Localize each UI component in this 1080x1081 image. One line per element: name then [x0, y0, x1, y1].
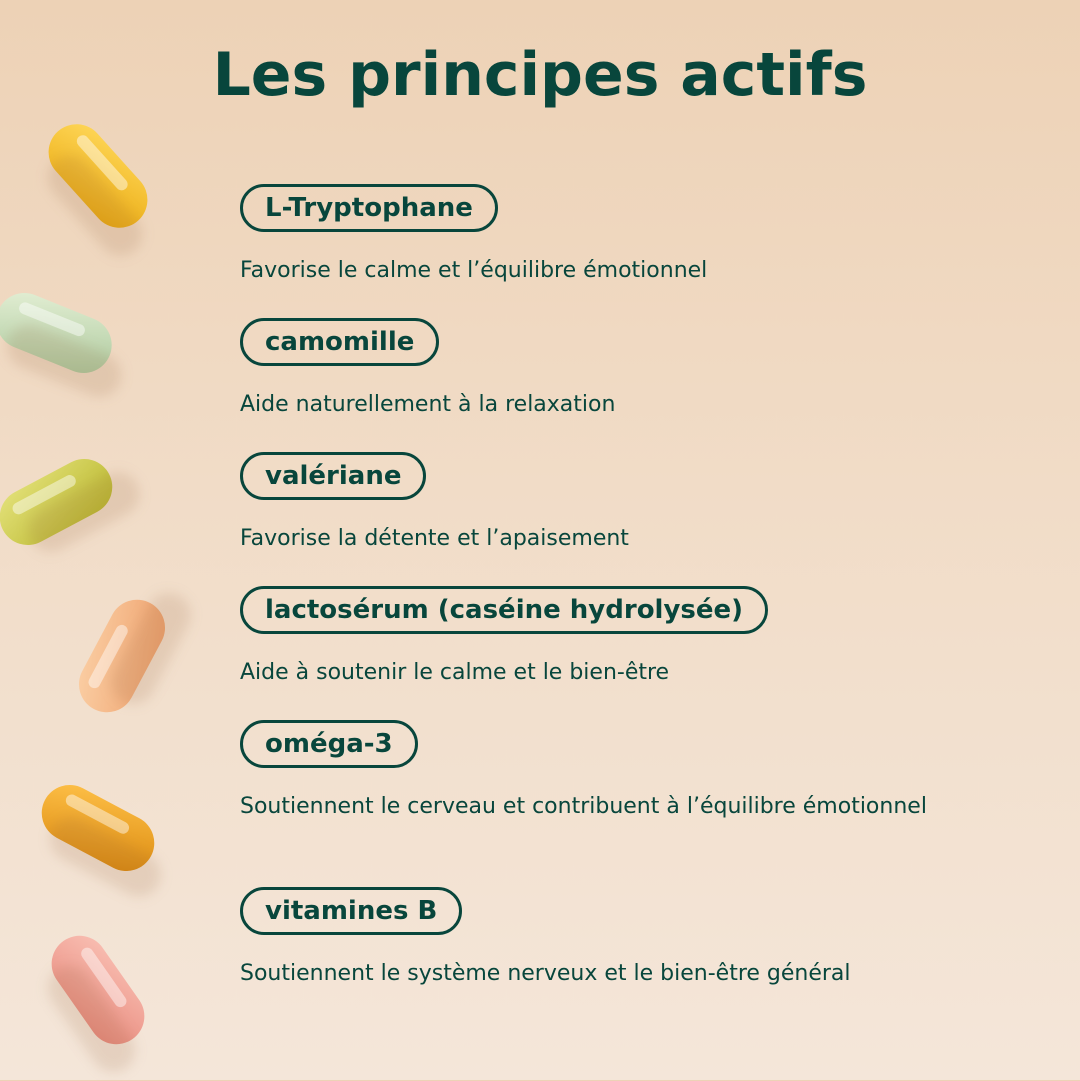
ingredient-name-badge: L-Tryptophane [240, 184, 498, 232]
pink-capsule-image [41, 925, 156, 1055]
page-title: Les principes actifs [212, 40, 868, 110]
green-capsule-image [0, 285, 120, 382]
lime-capsule-image [0, 449, 122, 555]
ingredient-name-badge: oméga-3 [240, 720, 418, 768]
ingredient-name-badge: lactosérum (caséine hydrolysée) [240, 586, 768, 634]
ingredient-name-badge: vitamines B [240, 887, 462, 935]
ingredient-list [240, 0, 1040, 1080]
ingredient-item [240, 184, 1040, 288]
ingredient-description: Aide à soutenir le calme et le bien-être [240, 660, 670, 685]
ingredient-name-badge: valériane [240, 452, 426, 500]
ingredient-item [240, 720, 1040, 824]
capsule-decoration [0, 0, 220, 1080]
ingredient-item [240, 318, 1040, 422]
yellow-capsule-image [37, 113, 159, 240]
ingredient-item [240, 586, 1040, 690]
ingredient-item [240, 887, 1040, 991]
ingredient-item [240, 452, 1040, 556]
ingredient-description: Aide naturellement à la relaxation [240, 392, 616, 417]
ingredient-description: Favorise la détente et l’apaisement [240, 526, 629, 551]
ingredient-name-badge: camomille [240, 318, 439, 366]
ingredient-description: Soutiennent le système nerveux et le bien-être général [240, 961, 851, 986]
amber-capsule-image [32, 775, 164, 881]
ingredient-description: Soutiennent le cerveau et contribuent à l’équilibre émotionnel [240, 794, 927, 819]
ingredient-description: Favorise le calme et l’équilibre émotionnel [240, 258, 708, 283]
peach-capsule-image [69, 590, 175, 722]
